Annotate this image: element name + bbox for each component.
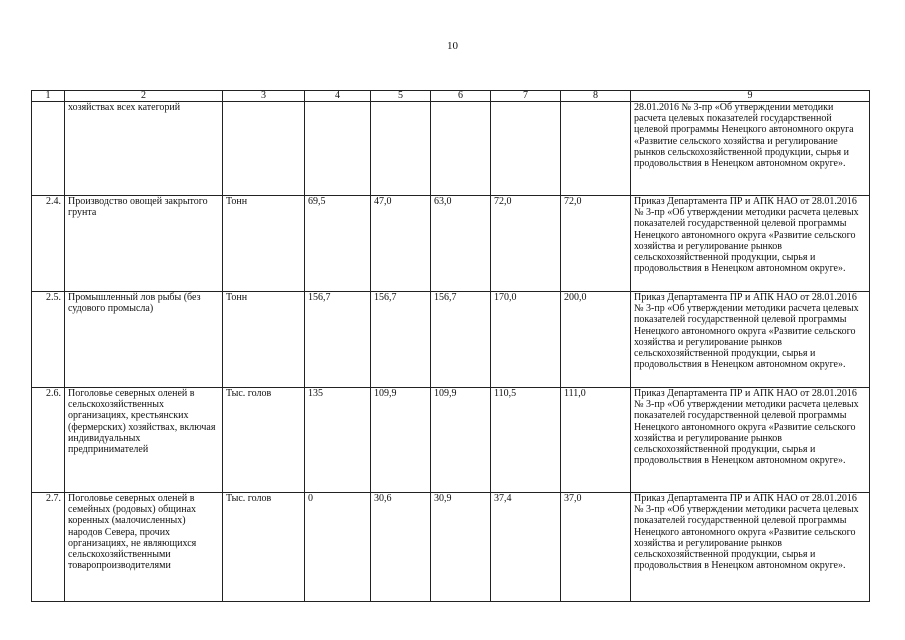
source-cell: Приказ Департамента ПР и АПК НАО от 28.01.2016 № 3-пр «Об утверждении методики расчета целевых показателей государственной целевой программы Ненецкого автономного округа «Развитие сельского хозяйства и регулирование рынков сельскохозяйственной продукции, сырья и продовольствия в Ненецком автономном округе». bbox=[631, 292, 870, 388]
value-col8: 37,0 bbox=[561, 493, 631, 602]
value-col6: 63,0 bbox=[431, 196, 491, 292]
unit-cell: Тыс. голов bbox=[223, 493, 305, 602]
source-cell: 28.01.2016 № 3-пр «Об утверждении методики расчета целевых показателей государственной целевой программы Ненецкого автономного округа «Развитие сельского хозяйства и регулирование рынков сельскохозяйственной продукции, сырья и продовольствия в Ненецком автономном округе». bbox=[631, 102, 870, 196]
col-header-9: 9 bbox=[631, 91, 870, 102]
value-col5 bbox=[371, 102, 431, 196]
row-number: 2.5. bbox=[32, 292, 65, 388]
value-col4: 135 bbox=[305, 388, 371, 493]
header-row bbox=[32, 91, 870, 102]
value-col5: 156,7 bbox=[371, 292, 431, 388]
value-col7: 110,5 bbox=[491, 388, 561, 493]
value-col7 bbox=[491, 102, 561, 196]
page-number: 10 bbox=[447, 40, 458, 52]
row-number bbox=[32, 102, 65, 196]
row-number: 2.7. bbox=[32, 493, 65, 602]
value-col6: 156,7 bbox=[431, 292, 491, 388]
table-row bbox=[32, 388, 870, 493]
source-cell: Приказ Департамента ПР и АПК НАО от 28.01.2016 № 3-пр «Об утверждении методики расчета целевых показателей государственной целевой программы Ненецкого автономного округа «Развитие сельского хозяйства и регулирование рынков сельскохозяйственной продукции, сырья и продовольствия в Ненецком автономном округе». bbox=[631, 493, 870, 602]
value-col4: 0 bbox=[305, 493, 371, 602]
unit-cell: Тонн bbox=[223, 196, 305, 292]
unit-cell: Тыс. голов bbox=[223, 388, 305, 493]
indicator-name: хозяйствах всех категорий bbox=[65, 102, 223, 196]
col-header-5: 5 bbox=[371, 91, 431, 102]
row-number: 2.4. bbox=[32, 196, 65, 292]
value-col6: 30,9 bbox=[431, 493, 491, 602]
indicator-name: Производство овощей закрытого грунта bbox=[65, 196, 223, 292]
value-col8 bbox=[561, 102, 631, 196]
source-cell: Приказ Департамента ПР и АПК НАО от 28.01.2016 № 3-пр «Об утверждении методики расчета целевых показателей государственной целевой программы Ненецкого автономного округа «Развитие сельского хозяйства и регулирование рынков сельскохозяйственной продукции, сырья и продовольствия в Ненецком автономном округе». bbox=[631, 196, 870, 292]
source-cell: Приказ Департамента ПР и АПК НАО от 28.01.2016 № 3-пр «Об утверждении методики расчета целевых показателей государственной целевой программы Ненецкого автономного округа «Развитие сельского хозяйства и регулирование рынков сельскохозяйственной продукции, сырья и продовольствия в Ненецком автономном округе». bbox=[631, 388, 870, 493]
value-col7: 170,0 bbox=[491, 292, 561, 388]
col-header-1: 1 bbox=[32, 91, 65, 102]
value-col5: 30,6 bbox=[371, 493, 431, 602]
value-col8: 200,0 bbox=[561, 292, 631, 388]
table-row bbox=[32, 292, 870, 388]
value-col8: 111,0 bbox=[561, 388, 631, 493]
value-col8: 72,0 bbox=[561, 196, 631, 292]
table-row bbox=[32, 196, 870, 292]
col-header-2: 2 bbox=[65, 91, 223, 102]
table-row bbox=[32, 102, 870, 196]
value-col4 bbox=[305, 102, 371, 196]
col-header-7: 7 bbox=[491, 91, 561, 102]
row-number: 2.6. bbox=[32, 388, 65, 493]
col-header-8: 8 bbox=[561, 91, 631, 102]
col-header-4: 4 bbox=[305, 91, 371, 102]
value-col7: 37,4 bbox=[491, 493, 561, 602]
value-col5: 109,9 bbox=[371, 388, 431, 493]
unit-cell bbox=[223, 102, 305, 196]
value-col4: 156,7 bbox=[305, 292, 371, 388]
value-col6: 109,9 bbox=[431, 388, 491, 493]
indicator-name: Поголовье северных оленей в сельскохозяйственных организациях, крестьянских (фермерских) хозяйствах, включая индивидуальных предпринимателей bbox=[65, 388, 223, 493]
table-row bbox=[32, 493, 870, 602]
value-col5: 47,0 bbox=[371, 196, 431, 292]
indicator-name: Поголовье северных оленей в семейных (родовых) общинах коренных (малочисленных) народов Севера, прочих организациях, не являющихся сельскохозяйственными товаропроизводителями bbox=[65, 493, 223, 602]
indicators-table bbox=[31, 90, 870, 602]
value-col7: 72,0 bbox=[491, 196, 561, 292]
unit-cell: Тонн bbox=[223, 292, 305, 388]
indicator-name: Промышленный лов рыбы (без судового промысла) bbox=[65, 292, 223, 388]
col-header-3: 3 bbox=[223, 91, 305, 102]
value-col6 bbox=[431, 102, 491, 196]
value-col4: 69,5 bbox=[305, 196, 371, 292]
col-header-6: 6 bbox=[431, 91, 491, 102]
